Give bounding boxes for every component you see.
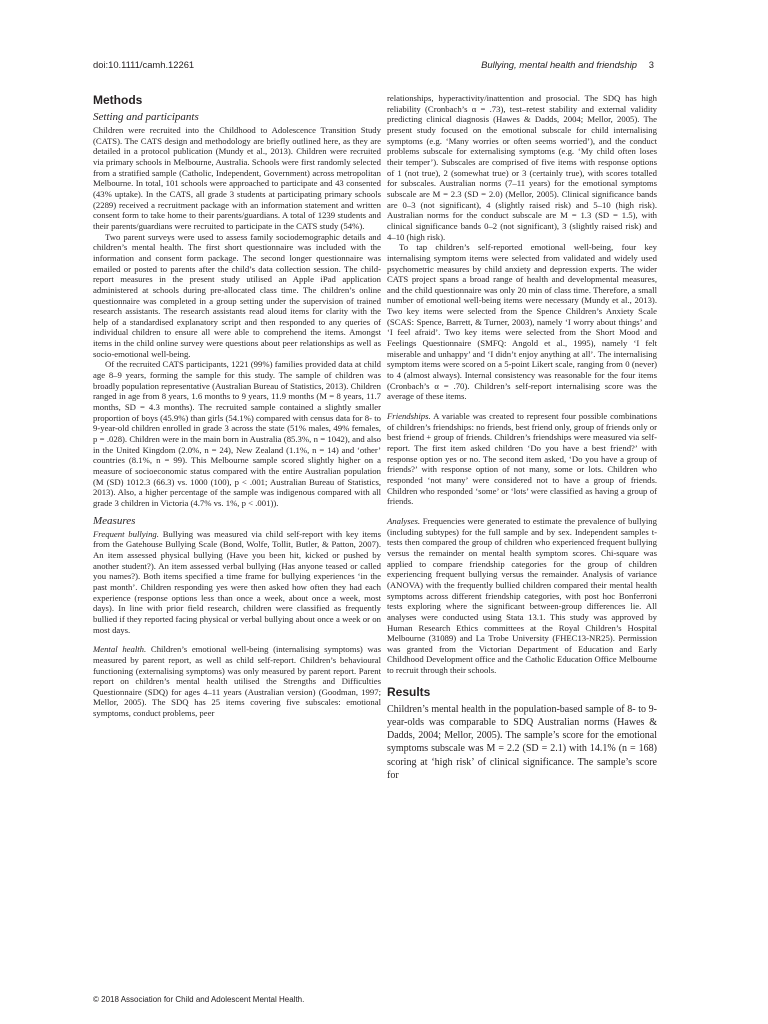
friendships-paragraph (387, 411, 657, 507)
right-column (387, 93, 657, 782)
friendships-text: A variable was created to represent four possible combinations of children’s friendships: no friends, best friend only, group of friends only or best friend + group of friends. Children’s friendships were measured via self-report. The first item asked children ‘Do you have a best friend?’ with response option yes or no. The second item asked, ‘Do you have a group of friends?’ with response option of not many, some or lots. Children who responded ‘not many’ were considered not to have a group of friends. Children who responded ‘some’ or ‘lots’ were classified as having a group of friends. (387, 411, 657, 507)
mental-health-text: Children’s emotional well-being (internalising symptoms) was measured by parent report, as well as child self-report. Children’s behavioural functioning (externalising symptoms) was only measured by parent report. Parent report on children’s mental health utilised the Strengths and Difficulties Questionnaire (SDQ) for ages 4–11 years (Australian version) (Goodman, 1997; Mellor, 2005). The SDQ has 25 items covering five subscales: emotional symptoms, conduct problems, peer (93, 644, 381, 719)
running-header (93, 59, 653, 73)
setting-paragraph-3: Of the recruited CATS participants, 1221 (99%) families provided data at child age 8–9 years, forming the sample for this study. The sample of children was broadly population representative (Australian Bureau of Statistics, 2013). Children ranged in age from 8 years, 1.6 months to 9 years, 11.9 months (M = 8 years, 11.7 months, SD = 4.3 months). The recruited sample contained a slightly smaller proportion of boys (45.9%) than girls (54.1%) compared with census data for 8- to 9-year-old children enrolled in grade 3 across the state (51% males, 49% females, p = .028). Children were in the main born in Australia (85.3%, n = 1042), and also in the United Kingdom (2.0%, n = 24), New Zealand (1.1%, n = 14) and ‘other’ countries (8.1%, n = 99). This Melbourne sample scored slightly higher on a measure of socioeconomic status compared with the entire Australian population (M (SD) 1012.3 (66.3) vs. 1000 (100), p < .001; Australian Bureau of Statistics, 2013). Also, a higher percentage of the sample was indigenous compared with all grade 3 children in Victoria (4.7% vs. 1%, p < .001)). (93, 359, 381, 508)
analyses-text: Frequencies were generated to estimate the prevalence of bullying (including subtypes) for the full sample and by sex. Independent samples t-tests then compared the group of children who experienced frequent bullying versus the remainder on mental health symptom scores. Chi-square was applied to compare friendship categories for the group of children experiencing frequent bullying versus the remainder. Analysis of variance (ANOVA) with the frequently bullied children compared their mental health symptoms across different friendship categories, with post hoc Bonferroni tests exploring where the significant between-group differences lie. All analyses were conducted using Stata 13.1. This study was approved by Human Research Ethics committees at the Royal Children’s Hospital Melbourne (31089) and La Trobe University (FHEC13-NR25). Permission was granted from the Victorian Department of Education and Early Childhood Development office and the Catholic Education Office Melbourne to recruit through their schools. (387, 515, 657, 676)
analyses-paragraph (387, 516, 657, 676)
page-number: 3 (648, 59, 654, 70)
frequent-bullying-text: Bullying was measured via child self-report with key items from the Gatehouse Bullying Scale (Bond, Wolfe, Tollit, Butler, & Patton, 2007). An item assessed physical bullying (Have you been hit, kicked or pushed by another student?). An item assessed verbal bullying (Has anyone teased or called you names?). Both items specified a time frame for bullying experiences ‘in the past month’. Children responding yes were then asked how often they had each experience (response options less than once a week, about once a week, most days). In line with prior field research, children were classified as frequently bullied if they reported facing physical or verbal bullying about once a week or on most days. (93, 528, 381, 635)
sdq-paragraph: relationships, hyperactivity/inattention and prosocial. The SDQ has high reliability (Cronbach’s α = .73), test–retest stability and external validity predicting clinical diagnosis (Hawes & Dadds, 2004; Mellor, 2005). The present study focused on the emotional subscale for child internalising symptoms (e.g. ‘Many worries or often seems worried’), and the conduct problems subscale for externalising symptoms (e.g. ‘My child often loses their temper’). Subscales are comprised of five items with response options of 1 (not true), 2 (somewhat true) or 3 (certainly true), with scores totalled for subscales. Australian norms (7–11 years) for the emotional symptoms subscale are M = 2.3 (SD = 2.0) (Mellor, 2005). Clinical significance bands are 0–3 (not significant), 4 (slightly raised risk) and 5–10 (high risk). Australian norms for the conduct subscale are M = 1.3 (SD = 1.5), with clinical significance bands 0–2 (not significant), 3 (slightly raised risk) and 4–10 (high risk). (387, 93, 657, 242)
setting-paragraph-1: Children were recruited into the Childhood to Adolescence Transition Study (CATS). The CATS design and methodology are briefly outlined here, as they are detailed in a protocol publication (Mundy et al., 2013). Children were recruited via primary schools in Melbourne, Australia. Schools were first randomly selected from a stratified sample (Catholic, Independent, Government) across metropolitan Melbourne. In total, 101 schools were approached to participate and 43 consented (43% uptake). In the CATS, all grade 3 students at participating primary schools (2289) received a recruitment package with an information statement and written consent form to take home to their parents/guardians. A total of 1239 students and their parents/guardians were recruited to participate in the CATS study (54%). (93, 125, 381, 231)
setting-heading: Setting and participants (93, 111, 199, 123)
mental-health-label: Mental health. (93, 644, 147, 655)
frequent-bullying-label: Frequent bullying. (93, 528, 159, 539)
analyses-label: Analyses. (387, 515, 421, 526)
results-paragraph: Children’s mental health in the population-based sample of 8- to 9-year-olds was comparable to SDQ Australian norms (Hawes & Dadds, 2004; Mellor, 2005). The sample’s score for the emotional symptoms subscale was M = 2.2 (SD = 2.1) with 14.1% (n = 168) scoring at ‘high risk’ of clinical significance. The sample’s score for (387, 703, 657, 781)
setting-paragraph-2: Two parent surveys were used to assess family sociodemographic details and children’s mental health. The first short questionnaire was included with the information and consent form package. The second longer questionnaire was emailed or posted to parents after the child’s data collection session. The child-report measures in the present study utilised an Apple iPad application administered at schools during pre-allocated class time. The children’s online questionnaire was completed in a group setting under the supervision of trained research assistants. The research assistants read aloud items for clarity with the help of a standardised explanatory script and then responded to any queries of individual children to ensure all were able to comprehend the items. Amongst items in the child online survey were questions about peer relationships as well as socio-emotional well-being. (93, 231, 381, 359)
copyright-footer: © 2018 Association for Child and Adolescent Mental Health. (93, 995, 305, 1004)
frequent-bullying-paragraph (93, 529, 381, 636)
measures-heading: Measures (93, 514, 136, 527)
results-heading: Results (387, 684, 431, 699)
running-title: Bullying, mental health and friendship (481, 59, 637, 70)
self-report-paragraph: To tap children’s self-reported emotional well-being, four key internalising symptom items were selected from validated and widely used psychometric measures by child anxiety and depression experts. The wider CATS project spans a broad range of health and developmental measures, and the child questionnaire was only 20 min of class time. Therefore, a small number of emotional well-being items were necessary (Mundy et al., 2013). Two key items were selected from the Spence Children’s Anxiety Scale (SCAS: Spence, Barrett, & Turner, 2003), namely ‘I worry about things’ and ‘I feel afraid’. Two key items were selected from the Short Mood and Feelings Questionnaire (SMFQ: Angold et al., 1995), namely ‘I felt miserable and unhappy’ and ‘I didn’t enjoy anything at all’. The internalising symptom items were scored on a 5-point Likert scale, ranging from 0 (never) to 4 (almost always). Internal consistency was reasonable for the four items (Cronbach’s α = .70). Children’s self-report internalising score was the average of these items. (387, 242, 657, 402)
mental-health-paragraph (93, 644, 381, 719)
methods-heading: Methods (93, 93, 143, 107)
left-column (93, 93, 381, 719)
doi-link[interactable]: doi:10.1111/camh.12261 (93, 59, 195, 70)
friendships-label: Friendships. (387, 411, 431, 422)
